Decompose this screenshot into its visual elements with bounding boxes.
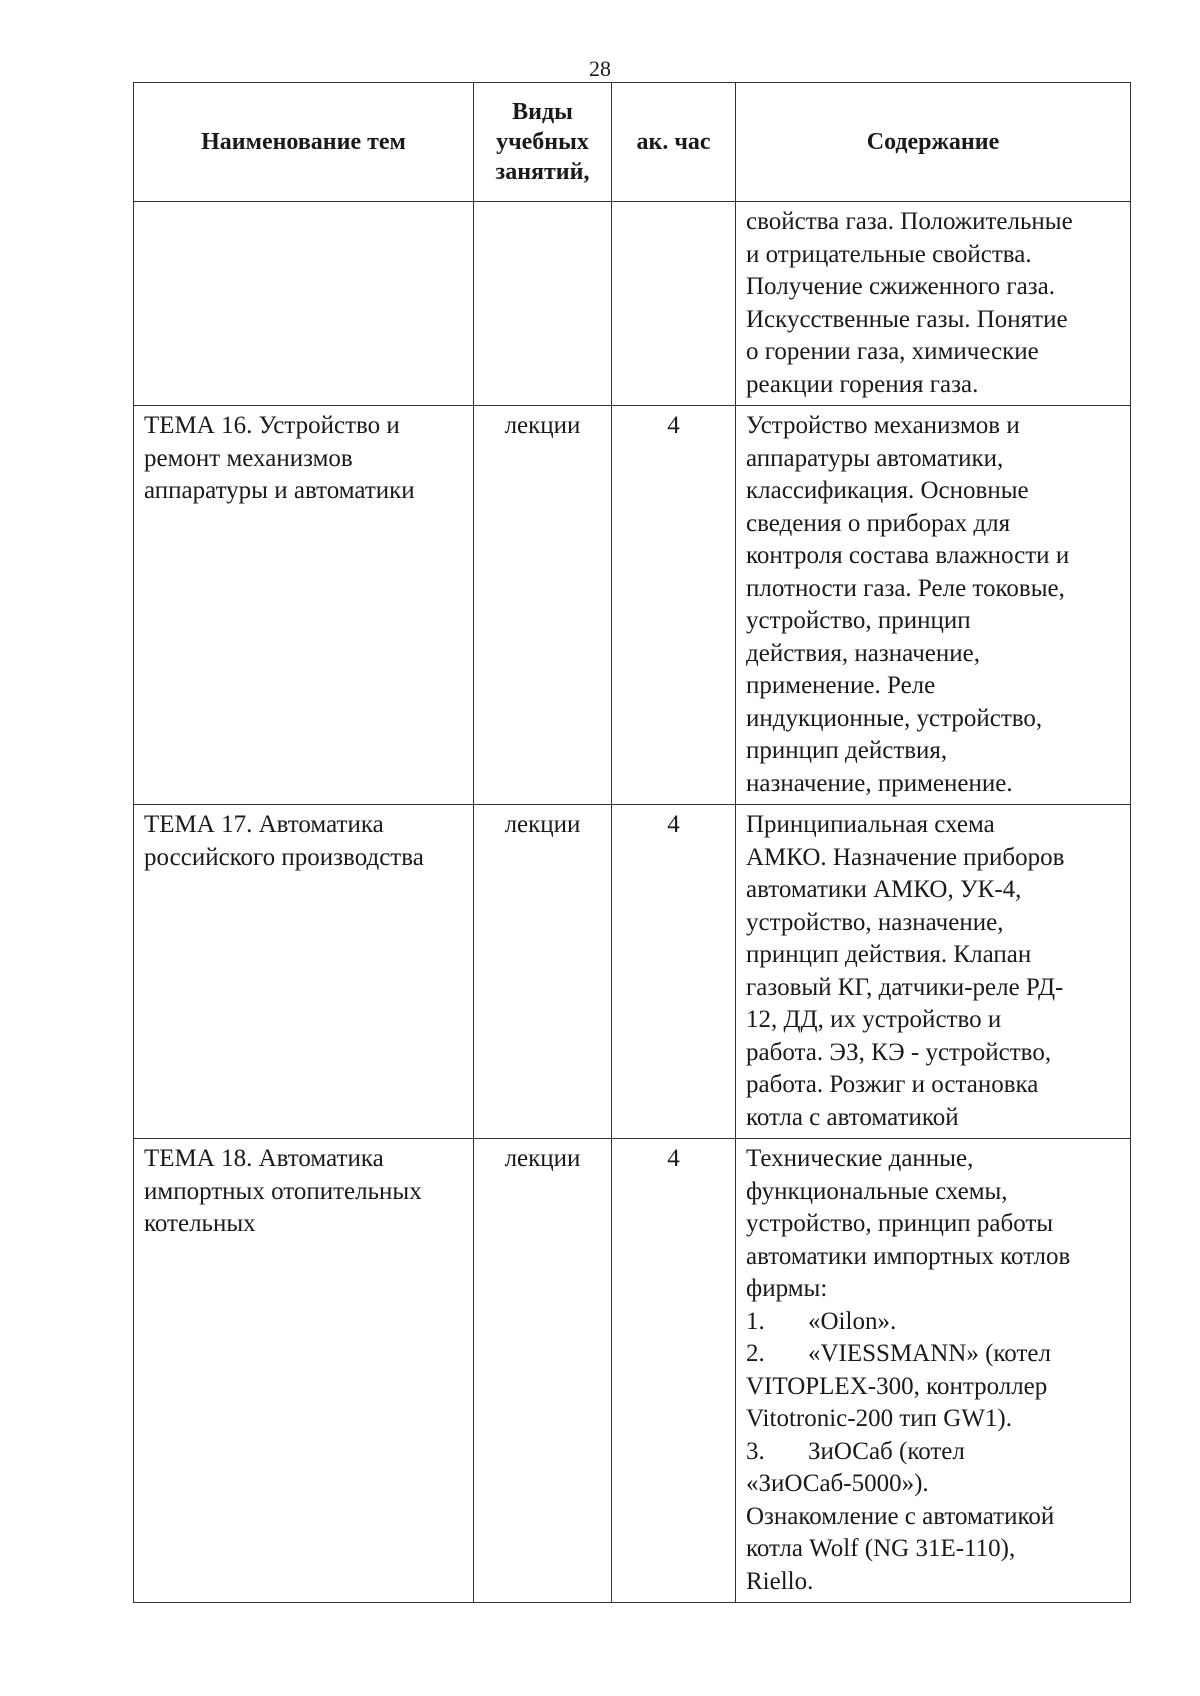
content-line: Vitotronic-200 тип GW1). xyxy=(746,1405,1012,1432)
cell-hours: 4 xyxy=(612,805,736,1139)
list-item-number: 2. xyxy=(746,1340,765,1367)
cell-empty xyxy=(134,202,474,406)
content-line: АМКО. Назначение приборов xyxy=(746,843,1065,871)
header-kind: Виды учебных занятий, xyxy=(474,83,612,202)
content-line: назначение, применение. xyxy=(746,769,1013,797)
cell-content xyxy=(736,1139,1131,1603)
content-line: плотности газа. Реле токовые, xyxy=(746,574,1065,602)
list-item-number: 1. xyxy=(746,1307,765,1335)
content-line: Технические данные, xyxy=(746,1145,974,1172)
cell-empty xyxy=(612,202,736,406)
content-line: аппаратуры автоматики, xyxy=(746,444,1004,472)
content-line: Искусственные газы. Понятие xyxy=(746,305,1068,333)
content-line: устройство, принцип работы xyxy=(746,1210,1054,1237)
cell-topic: ТЕМА 18. Автоматика импортных отопительных котельных xyxy=(134,1139,474,1603)
content-line: классификация. Основные xyxy=(746,477,1029,504)
content-line: «ЗиОСаб-5000»). xyxy=(746,1470,929,1497)
table-row-topic-17 xyxy=(134,805,1131,1139)
cell-content xyxy=(736,805,1131,1139)
content-line: индукционные, устройство, xyxy=(746,704,1043,732)
cell-kind: лекции xyxy=(474,805,612,1139)
content-line: Ознакомление с автоматикой xyxy=(746,1502,1055,1530)
content-line: реакции горения газа. xyxy=(746,370,979,398)
content-line: Получение сжиженного газа. xyxy=(746,273,1055,300)
cell-topic: ТЕМА 17. Автоматика российского производства xyxy=(134,805,474,1139)
cell-hours: 4 xyxy=(612,406,736,805)
list-item-text: ЗиОСаб (котел xyxy=(808,1437,965,1465)
content-line: принцип действия. Клапан xyxy=(746,941,1032,968)
content-line: устройство, назначение, xyxy=(746,908,1004,936)
content-line: автоматики АМКО, УК-4, xyxy=(746,876,1022,903)
list-item-text: «Oilon». xyxy=(808,1307,897,1335)
content-line: котла с автоматикой xyxy=(746,1103,959,1131)
content-line: и отрицательные свойства. xyxy=(746,240,1032,268)
cell-empty xyxy=(474,202,612,406)
page-number: 28 xyxy=(589,56,611,81)
content-line: VITOPLEX-300, контроллер xyxy=(746,1372,1048,1400)
header-content: Содержание xyxy=(736,83,1131,202)
table-row-continuation xyxy=(134,202,1131,406)
content-line: контроля состава влажности и xyxy=(746,542,1070,569)
header-hours: ак. час xyxy=(612,83,736,202)
cell-kind: лекции xyxy=(474,1139,612,1603)
content-line: автоматики импортных котлов xyxy=(746,1242,1071,1270)
list-item xyxy=(746,1306,1120,1339)
content-line: действия, назначение, xyxy=(746,639,980,667)
cell-content xyxy=(736,202,1131,406)
list-item xyxy=(746,1338,1120,1371)
content-line: Устройство механизмов и xyxy=(746,412,1020,439)
table-header-row xyxy=(134,83,1131,202)
cell-hours: 4 xyxy=(612,1139,736,1603)
content-line: Принципиальная схема xyxy=(746,811,995,838)
content-line: котла Wolf (NG 31E-110), xyxy=(746,1535,1016,1562)
cell-content xyxy=(736,406,1131,805)
content-line: о горении газа, химические xyxy=(746,338,1039,365)
curriculum-table xyxy=(133,82,1131,1603)
content-line: применение. Реле xyxy=(746,672,936,699)
list-item-text: «VIESSMANN» (котел xyxy=(808,1340,1051,1367)
list-item-number: 3. xyxy=(746,1437,765,1465)
content-line: функциональные схемы, xyxy=(746,1177,1008,1205)
content-line: газовый КГ, датчики-реле РД- xyxy=(746,973,1064,1001)
content-line: принцип действия, xyxy=(746,737,948,764)
content-line: фирмы: xyxy=(746,1275,828,1302)
content-line: работа. ЭЗ, КЭ - устройство, xyxy=(746,1038,1052,1066)
list-item xyxy=(746,1436,1120,1469)
table-row-topic-16 xyxy=(134,406,1131,805)
table-row-topic-18 xyxy=(134,1139,1131,1603)
content-line: работа. Розжиг и остановка xyxy=(746,1071,1039,1098)
content-line: Riello. xyxy=(746,1567,814,1595)
content-line: 12, ДД, их устройство и xyxy=(746,1006,1002,1033)
content-line: свойства газа. Положительные xyxy=(746,208,1073,235)
cell-kind: лекции xyxy=(474,406,612,805)
content-line: устройство, принцип xyxy=(746,607,971,634)
cell-topic: ТЕМА 16. Устройство и ремонт механизмов аппаратуры и автоматики xyxy=(134,406,474,805)
content-line: сведения о приборах для xyxy=(746,509,1011,537)
header-topic: Наименование тем xyxy=(134,83,474,202)
